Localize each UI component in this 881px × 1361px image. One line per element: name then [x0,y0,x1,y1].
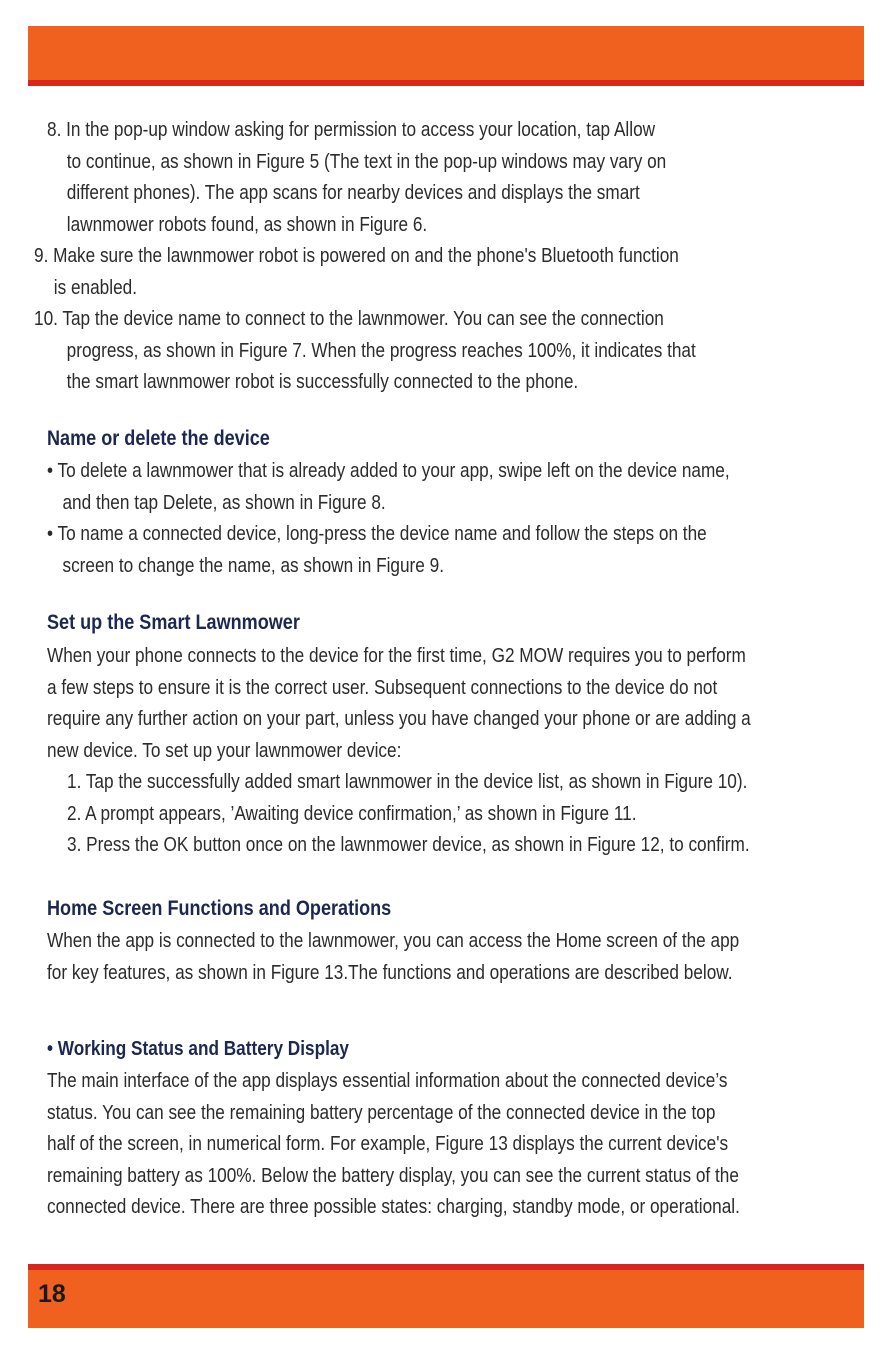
setup-step: 1. Tap the successfully added smart lawnmower in the device list, as shown in Figure 10). [67,771,748,793]
delete-bullet-line: and then tap Delete, as shown in Figure 8. [62,491,386,514]
battery-body-line: half of the screen, in numerical form. For example, Figure 13 displays the current device's [47,1133,729,1155]
step-10-line: 10. Tap the device name to connect to the lawnmower. You can see the connection [34,308,664,330]
delete-bullet-line: • To delete a lawnmower that is already added to your app, swipe left on the device name, [47,460,730,482]
battery-body-line: remaining battery as 100%. Below the battery display, you can see the current status of the [47,1164,739,1187]
setup-intro [47,641,751,767]
battery-body-line: status. You can see the remaining battery percentage of the connected device in the top [47,1101,716,1124]
step-8 [47,115,666,241]
page-number: 18 [38,1280,66,1308]
rename-bullet [47,519,707,582]
step-8-line: lawnmower robots found, as shown in Figure 6. [66,213,428,236]
name-delete-heading: Name or delete the device [47,427,270,450]
setup-heading: Set up the Smart Lawnmower [47,611,300,634]
setup-intro-line: new device. To set up your lawnmower device: [47,739,402,762]
battery-body [47,1066,740,1224]
home-intro-line: When the app is connected to the lawnmower, you can access the Home screen of the app [47,930,740,952]
step-10-line: the smart lawnmower robot is successfully connected to the phone. [66,371,579,393]
step-9-line: is enabled. [53,276,137,299]
battery-subheading: • Working Status and Battery Display [47,1038,349,1060]
step-10 [34,304,696,399]
home-heading: Home Screen Functions and Operations [47,897,392,920]
step-8-line: different phones). The app scans for nearby devices and displays the smart [66,182,640,204]
battery-body-line: The main interface of the app displays essential information about the connected device’s [47,1070,728,1092]
home-intro [47,926,739,989]
setup-intro-line: require any further action on your part, unless you have changed your phone or are adding a [47,708,751,730]
setup-step: 3. Press the OK button once on the lawnmower device, as shown in Figure 12, to confirm. [67,834,750,856]
step-9 [34,241,679,304]
setup-steps [67,767,750,862]
footer-banner [28,1264,864,1328]
home-intro-line: for key features, as shown in Figure 13.The functions and operations are described below. [47,961,733,984]
step-8-line: 8. In the pop-up window asking for permission to access your location, tap Allow [47,119,656,141]
setup-step: 2. A prompt appears, ’Awaiting device confirmation,’ as shown in Figure 11. [67,802,637,825]
setup-intro-line: a few steps to ensure it is the correct user. Subsequent connections to the device do not [47,676,718,699]
battery-body-line: connected device. There are three possible states: charging, standby mode, or operational. [47,1196,740,1218]
delete-bullet [47,456,730,519]
step-8-line: to continue, as shown in Figure 5 (The text in the pop-up windows may vary on [66,150,667,173]
rename-bullet-line: screen to change the name, as shown in Figure 9. [62,554,444,577]
step-10-line: progress, as shown in Figure 7. When the progress reaches 100%, it indicates that [66,339,696,362]
rename-bullet-line: • To name a connected device, long-press the device name and follow the steps on the [47,523,707,545]
setup-intro-line: When your phone connects to the device for the first time, G2 MOW requires you to perform [47,645,746,667]
step-9-line: 9. Make sure the lawnmower robot is powered on and the phone's Bluetooth function [34,245,679,267]
